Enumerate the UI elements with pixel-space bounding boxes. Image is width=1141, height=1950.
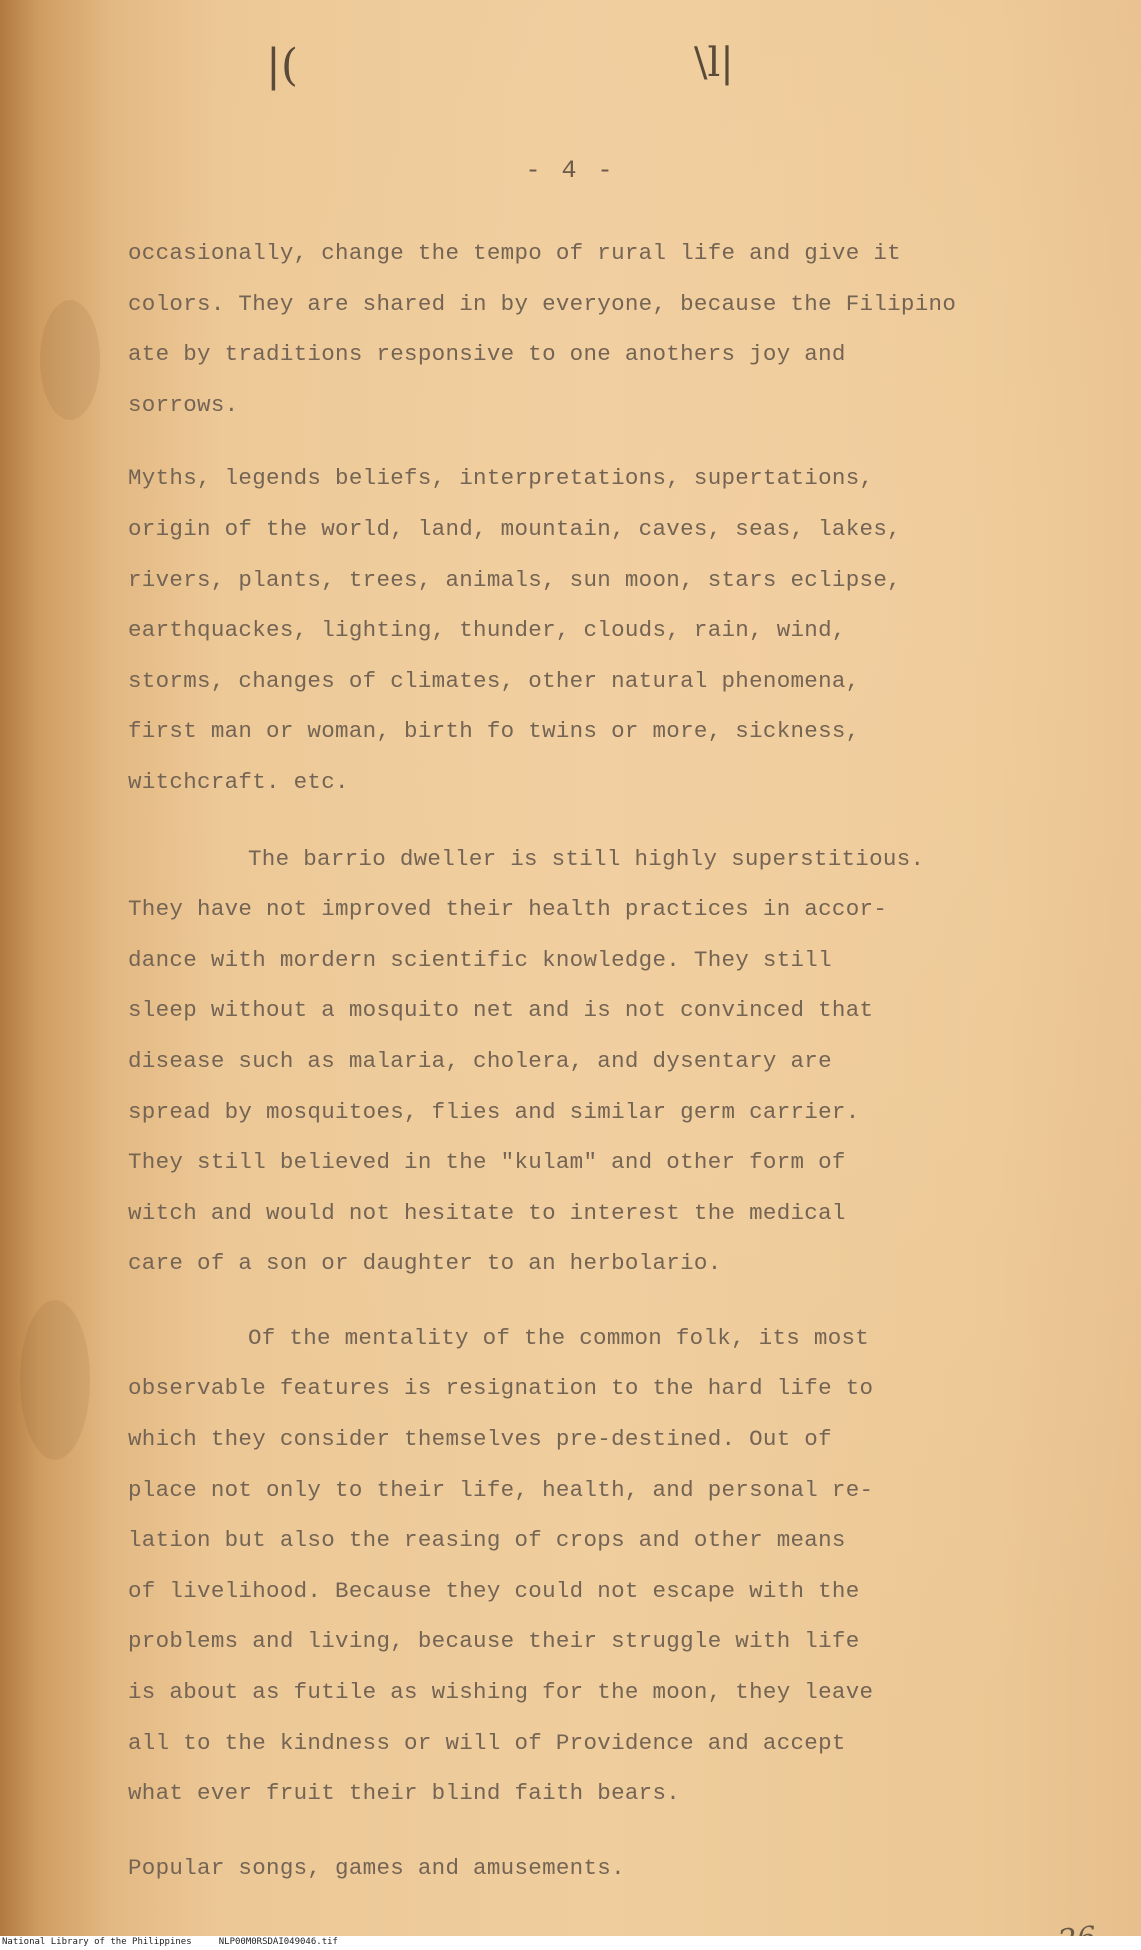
paragraph-myths [128,453,1068,807]
text-line: sorrows. [128,391,239,418]
paragraph-superstition [128,834,1068,1289]
text-line: what ever fruit their blind faith bears. [128,1780,681,1807]
paragraph-mentality [128,1313,1068,1819]
text-line: lation but also the reasing of crops and other means [128,1527,846,1554]
text-line: occasionally, change the tempo of rural life and give it [128,240,901,266]
paragraph-gap [128,1819,1068,1843]
text-line: Myths, legends beliefs, interpretations, supertations, [128,465,874,492]
text-line: colors. They are shared in by everyone, because the Filipino [128,290,957,317]
top-left-margin-mark: |( [266,40,298,91]
text-line: which they consider themselves pre-destined. Out of [128,1426,832,1453]
paper-stain [40,300,100,420]
paper-stain [20,1300,90,1460]
document-body [128,228,1068,1893]
text-line: They still believed in the "kulam" and other form of [128,1149,846,1176]
text-line: witch and would not hesitate to interest the medical [128,1199,846,1226]
text-line: storms, changes of climates, other natural phenomena, [128,667,860,694]
text-line: rivers, plants, trees, animals, sun moon, stars eclipse, [128,566,901,593]
text-line: dance with mordern scientific knowledge. They still [128,946,832,973]
page-number: - 4 - [525,156,616,185]
text-line: place not only to their life, health, and personal re- [128,1476,874,1503]
text-line: problems and living, because their struggle with life [128,1628,860,1655]
text-line: observable features is resignation to the hard life to [128,1375,874,1402]
text-line: first man or woman, birth fo twins or more, sickness, [128,718,860,745]
text-line: origin of the world, land, mountain, caves, seas, lakes, [128,515,901,542]
top-right-margin-mark: \l| [694,40,734,86]
text-line: care of a son or daughter to an herbolario. [128,1250,722,1277]
text-line: Of the mentality of the common folk, its most [248,1324,870,1351]
paragraph-gap [128,808,1068,834]
text-line: The barrio dweller is still highly superstitious. [248,845,925,872]
text-line: spread by mosquitoes, flies and similar germ carrier. [128,1098,860,1125]
text-line: sleep without a mosquito net and is not convinced that [128,997,874,1024]
paragraph-gap [128,1289,1068,1313]
footer-caption: National Library of the Philippines NLP00M0RSDAI049046.tif [2,1937,338,1947]
text-line: They have not improved their health practices in accor- [128,896,888,923]
text-line: earthquackes, lighting, thunder, clouds, rain, wind, [128,617,846,644]
text-line: Popular songs, games and amusements. [128,1854,625,1881]
paragraph-festivities [128,228,1068,430]
paragraph-gap [128,430,1068,453]
text-line: disease such as malaria, cholera, and dysentary are [128,1047,832,1074]
text-line: is about as futile as wishing for the moon, they leave [128,1679,874,1706]
text-line: of livelihood. Because they could not escape with the [128,1577,860,1604]
text-line: ate by traditions responsive to one anothers joy and [128,341,846,368]
paragraph-popular-songs [128,1843,1068,1894]
text-line: all to the kindness or will of Providence and accept [128,1729,846,1756]
text-line: witchcraft. etc. [128,768,349,795]
